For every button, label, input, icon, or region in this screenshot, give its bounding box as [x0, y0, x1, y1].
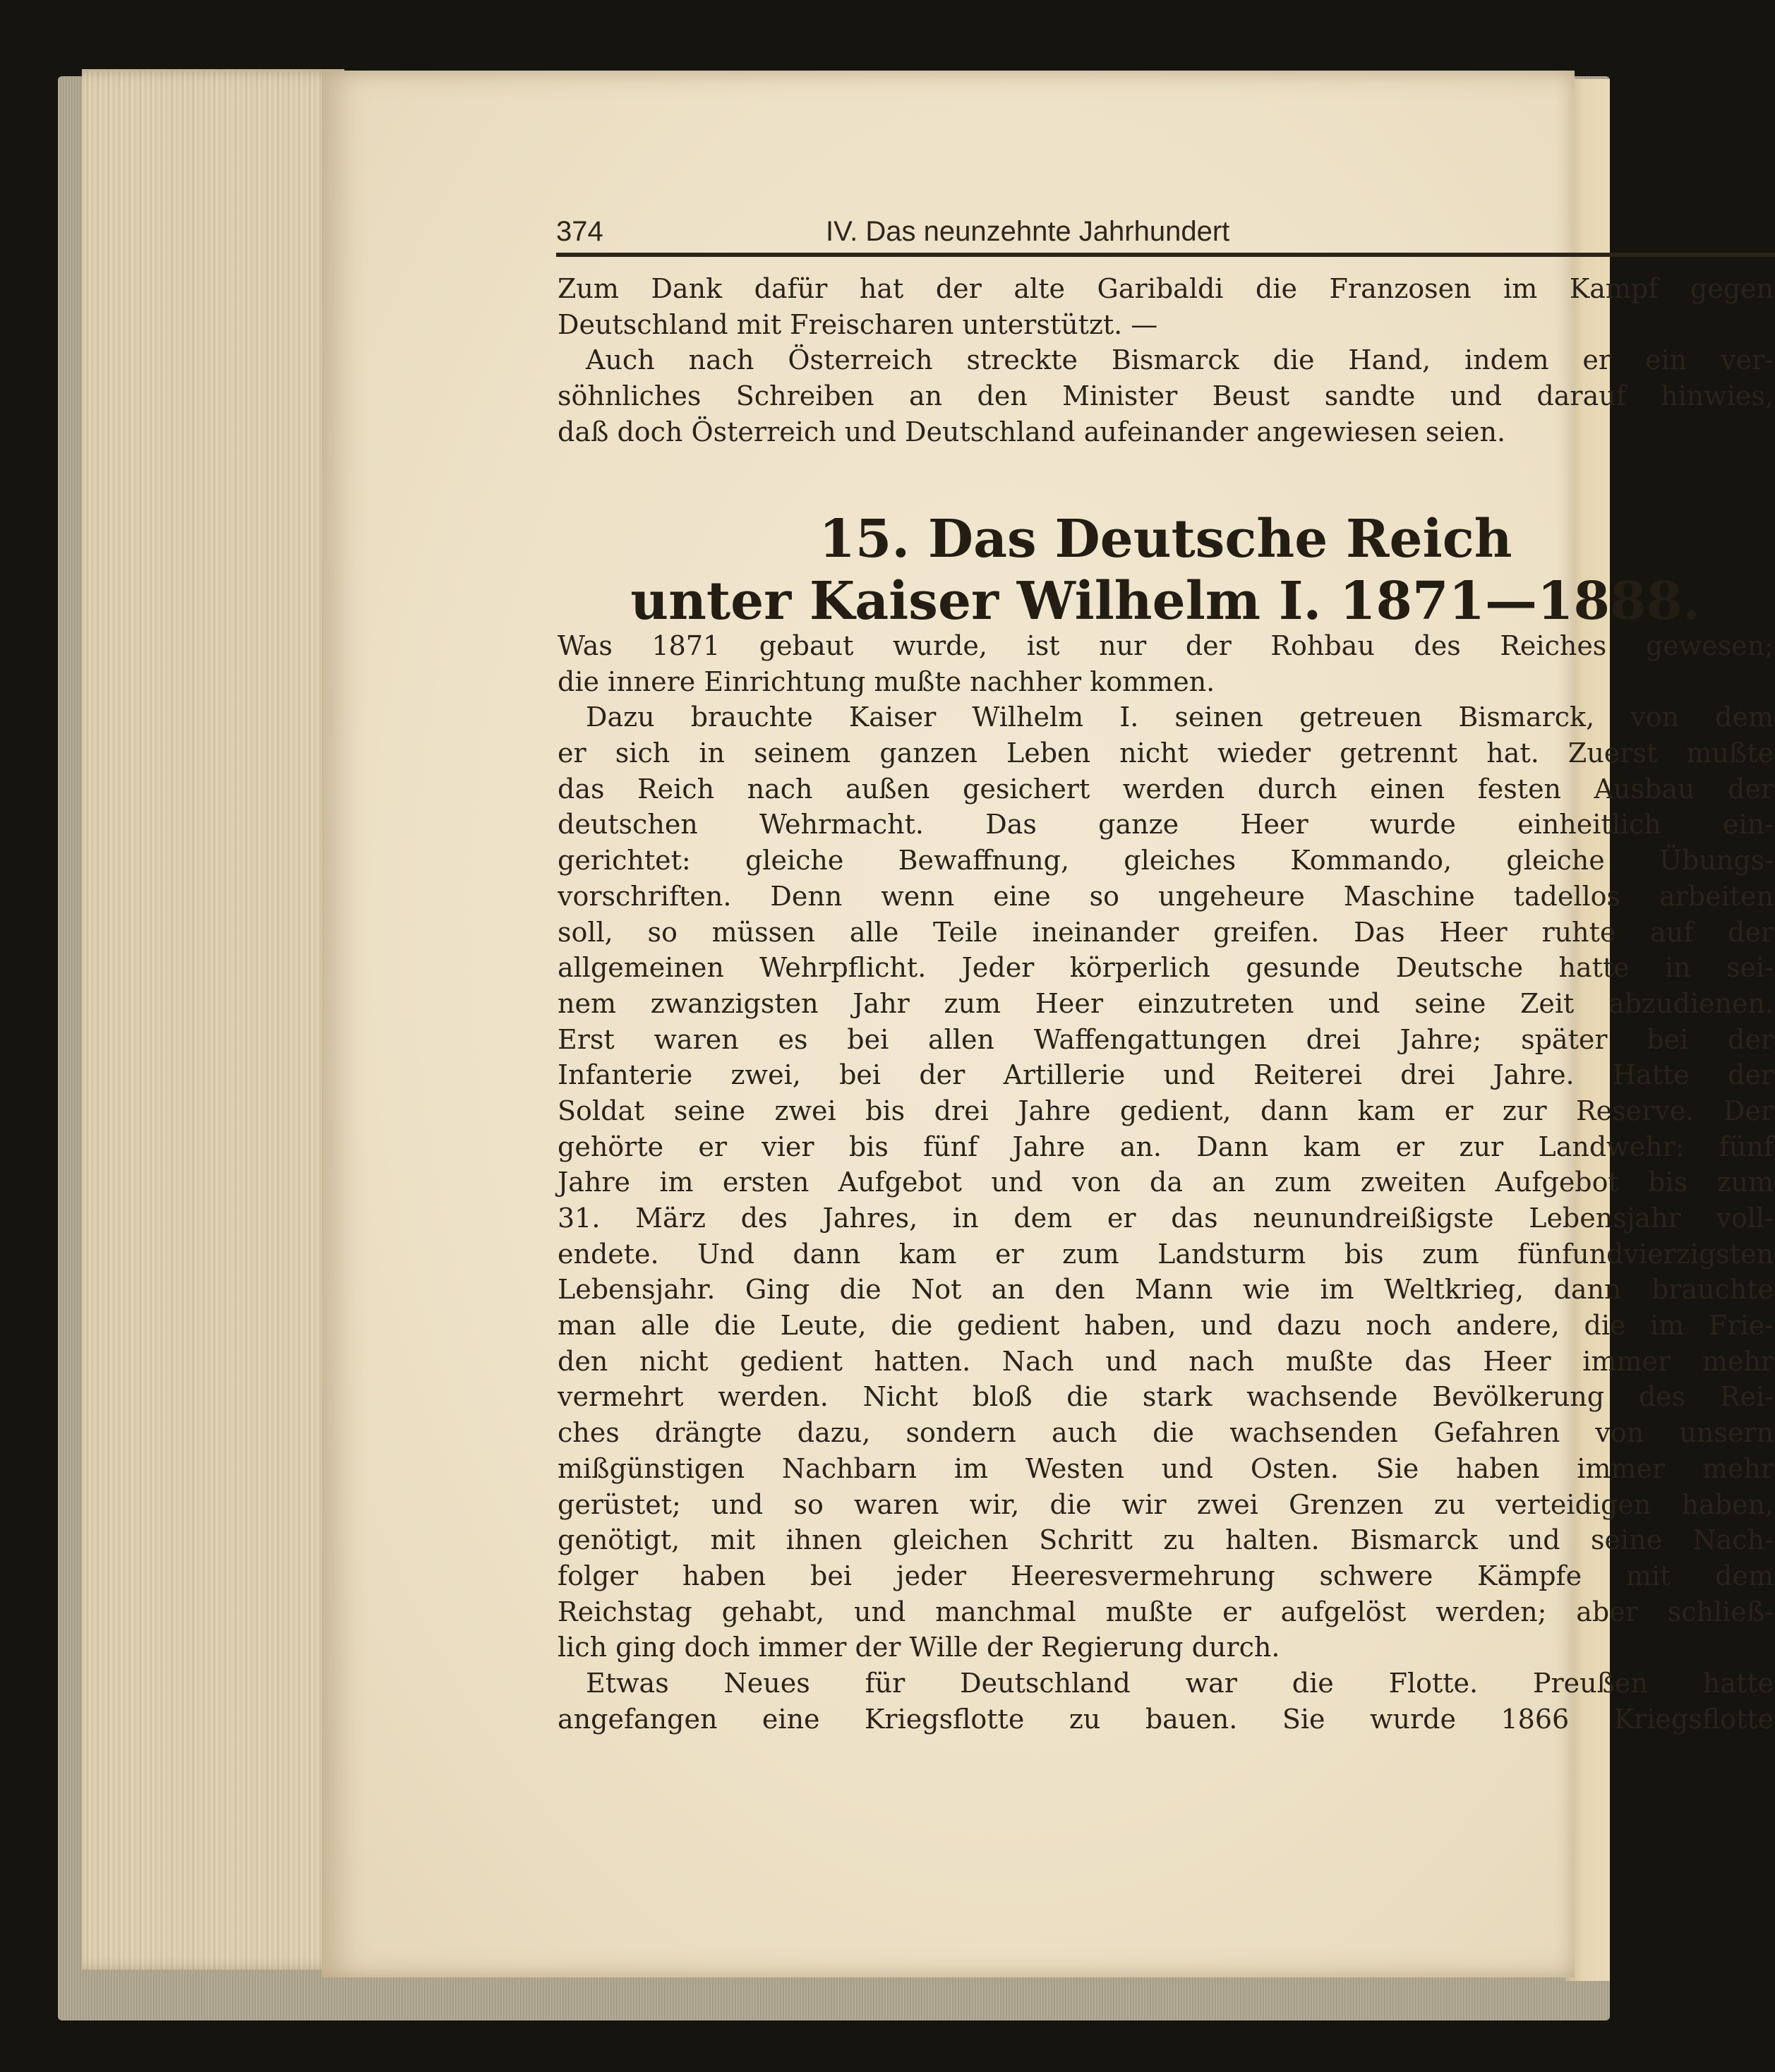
body-text — [558, 628, 1774, 1737]
text-line: gerichtet: gleiche Bewaffnung, gleiches Kommando, gleiche Übungs- — [558, 845, 1774, 877]
text-line: allgemeinen Wehrpflicht. Jeder körperlich gesunde Deutsche hatte in sei- — [558, 952, 1774, 984]
text-line: Dazu brauchte Kaiser Wilhelm I. seinen getreuen Bismarck, von dem — [586, 701, 1774, 733]
page-number: 374 — [556, 216, 603, 247]
text-line: soll, so müssen alle Teile ineinander greifen. Das Heer ruhte auf der — [558, 916, 1774, 948]
text-line: die innere Einrichtung mußte nachher kommen. — [558, 665, 1215, 697]
text-line: Was 1871 gebaut wurde, ist nur der Rohbau des Reiches gewesen; — [558, 630, 1774, 661]
running-title: IV. Das neunzehnte Jahrhundert — [826, 216, 1230, 247]
text-line: Reichstag gehabt, und manchmal mußte er aufgelöst werden; aber schließ- — [558, 1596, 1774, 1627]
text-line: Deutschland mit Freischaren unterstützt. — — [558, 308, 1158, 340]
text-line: vermehrt werden. Nicht bloß die stark wachsende Bevölkerung des Rei- — [558, 1381, 1774, 1413]
chapter-heading — [558, 508, 1774, 632]
text-line: Infanterie zwei, bei der Artillerie und Reiterei drei Jahre. Hatte der — [558, 1059, 1774, 1091]
heading-line-2: unter Kaiser Wilhelm I. 1871—1888. — [630, 571, 1701, 632]
text-line: gehörte er vier bis fünf Jahre an. Dann kam er zur Landwehr: fünf — [558, 1131, 1774, 1162]
text-line: folger haben bei jeder Heeresvermehrung schwere Kämpfe mit dem — [558, 1560, 1774, 1591]
text-line: Etwas Neues für Deutschland war die Flotte. Preußen hatte — [586, 1667, 1774, 1699]
page-stack-edges — [82, 69, 344, 1970]
text-line: angefangen eine Kriegsflotte zu bauen. Sie wurde 1866 Kriegsflotte — [558, 1703, 1774, 1735]
book-page — [322, 71, 1774, 1977]
running-head — [556, 209, 1775, 251]
text-line: Lebensjahr. Ging die Not an den Mann wie im Weltkrieg, dann brauchte — [558, 1274, 1774, 1306]
text-line: 31. März des Jahres, in dem er das neunundreißigste Lebensjahr voll- — [558, 1203, 1774, 1234]
text-line: mißgünstigen Nachbarn im Westen und Osten. Sie haben immer mehr — [558, 1452, 1774, 1484]
text-line: vorschriften. Denn wenn eine so ungeheure Maschine tadellos arbeiten — [558, 880, 1774, 912]
text-line: man alle die Leute, die gedient haben, und dazu noch andere, die im Frie- — [558, 1310, 1774, 1342]
text-line: den nicht gedient hatten. Nach und nach mußte das Heer immer mehr — [558, 1345, 1774, 1377]
intro-paragraphs — [558, 271, 1774, 450]
text-line: nem zwanzigsten Jahr zum Heer einzutreten und seine Zeit abzudienen. — [558, 987, 1774, 1019]
text-line: das Reich nach außen gesichert werden durch einen festen Ausbau der — [558, 773, 1774, 805]
text-line: endete. Und dann kam er zum Landsturm bis zum fünfundvierzigsten — [558, 1238, 1774, 1270]
header-rule — [556, 253, 1775, 257]
text-line: Soldat seine zwei bis drei Jahre gedient, dann kam er zur Reserve. Der — [558, 1095, 1774, 1126]
text-line: deutschen Wehrmacht. Das ganze Heer wurde einheitlich ein- — [558, 809, 1774, 841]
text-line: Zum Dank dafür hat der alte Garibaldi die Franzosen im Kampf gegen — [558, 273, 1774, 304]
text-line: Jahre im ersten Aufgebot und von da an zum zweiten Aufgebot bis zum — [558, 1167, 1774, 1198]
heading-line-1: 15. Das Deutsche Reich — [819, 509, 1512, 570]
text-line: er sich in seinem ganzen Leben nicht wieder getrennt hat. Zuerst mußte — [558, 737, 1774, 769]
text-line: söhnliches Schreiben an den Minister Beust sandte und darauf hinwies, — [558, 380, 1774, 412]
text-line: Erst waren es bei allen Waffengattungen drei Jahre; später bei der — [558, 1023, 1774, 1055]
text-line: daß doch Österreich und Deutschland aufeinander angewiesen seien. — [558, 416, 1506, 447]
text-line: Auch nach Österreich streckte Bismarck die Hand, indem er ein ver- — [586, 344, 1774, 376]
text-line: ches drängte dazu, sondern auch die wachsenden Gefahren von unsern — [558, 1417, 1774, 1449]
text-line: gerüstet; und so waren wir, die wir zwei Grenzen zu verteidigen haben, — [558, 1488, 1774, 1520]
text-line: lich ging doch immer der Wille der Regierung durch. — [558, 1632, 1280, 1663]
text-line: genötigt, mit ihnen gleichen Schritt zu halten. Bismarck und seine Nach- — [558, 1524, 1774, 1556]
